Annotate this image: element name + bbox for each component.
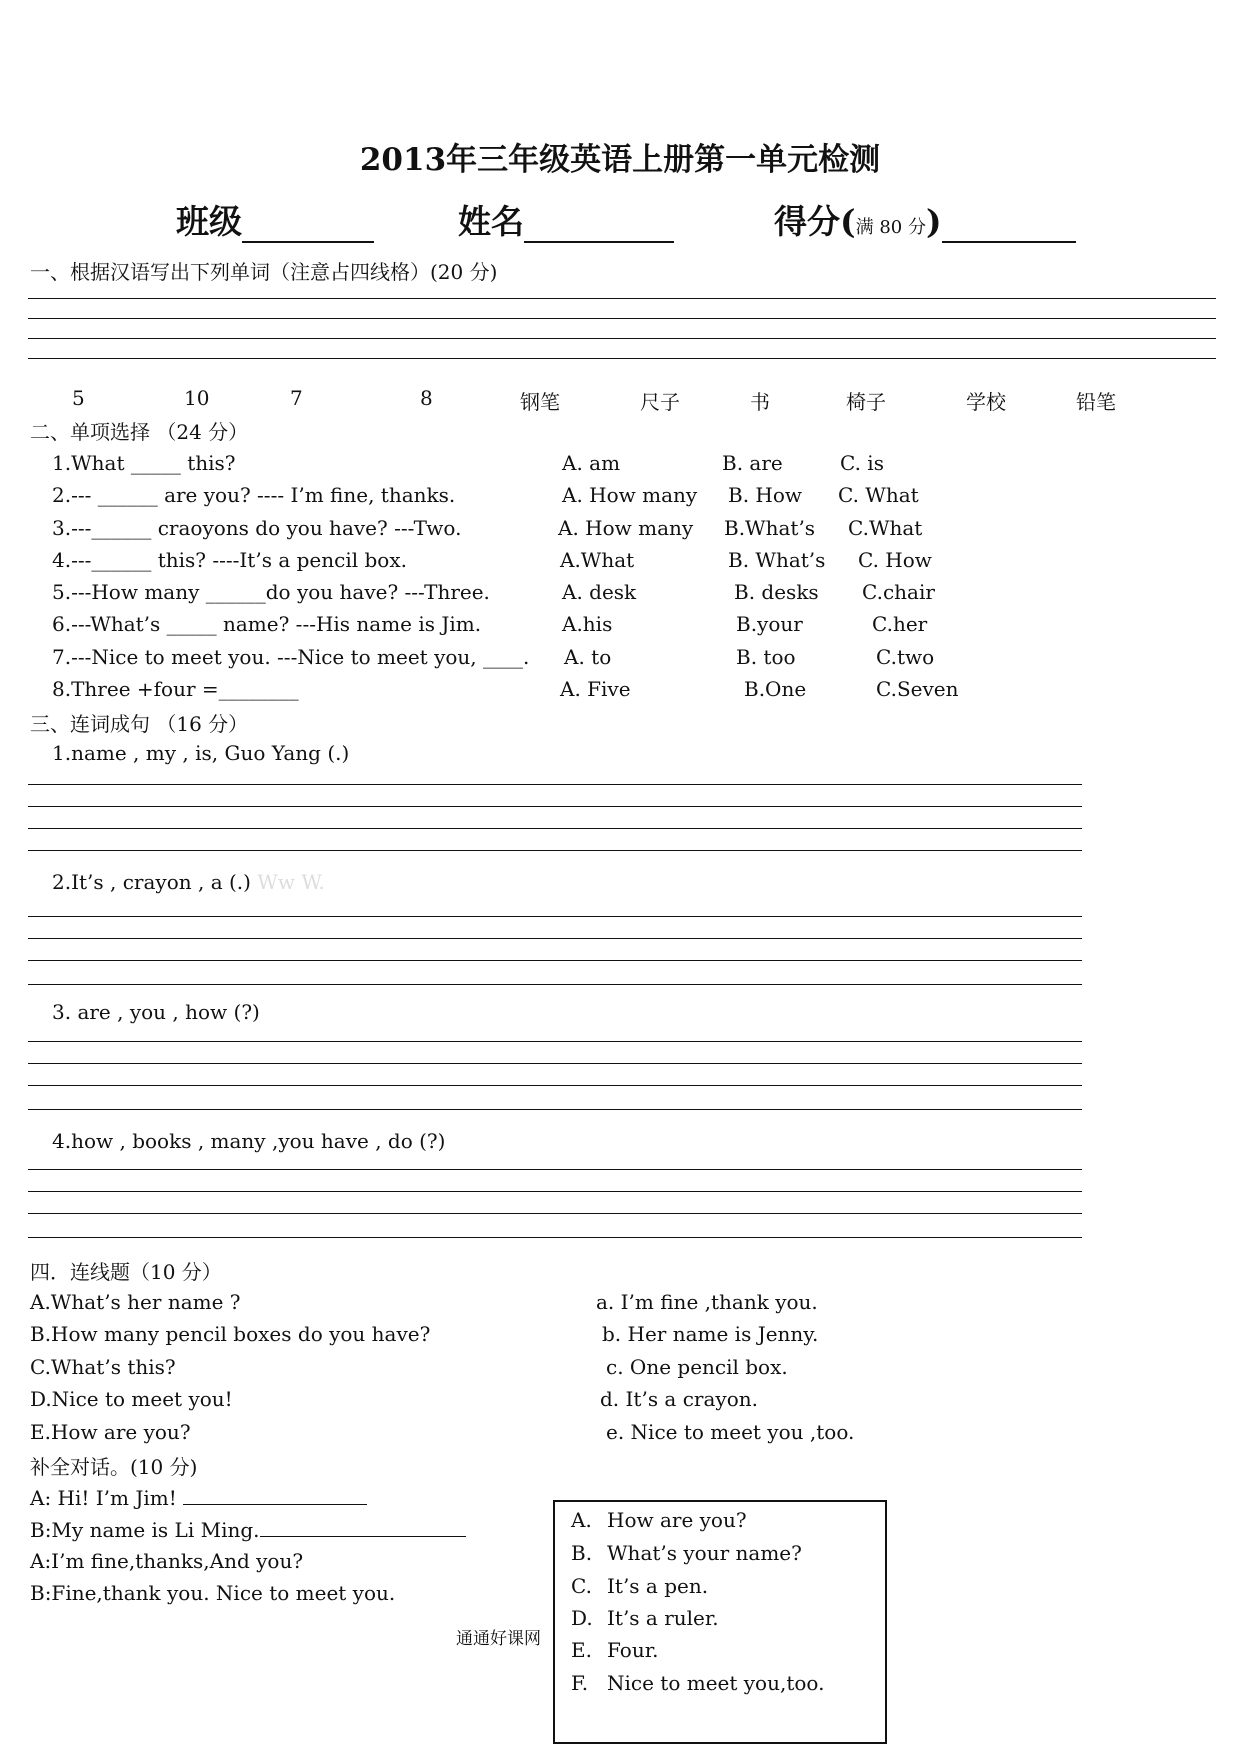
option-c[interactable]: C.her xyxy=(872,612,928,636)
option-a[interactable]: A. am xyxy=(562,451,621,475)
match-left-item[interactable]: E.How are you? xyxy=(30,1420,191,1444)
option-c[interactable]: C. What xyxy=(838,483,919,507)
option-c[interactable]: C. is xyxy=(840,451,884,475)
class-field xyxy=(176,196,374,243)
option-b[interactable]: B. What’s xyxy=(728,548,826,572)
answer-option[interactable]: D. It’s a ruler. xyxy=(571,1606,719,1630)
dialogue-blank[interactable] xyxy=(260,1516,466,1537)
four-line-grid[interactable] xyxy=(28,1041,1082,1103)
option-c[interactable]: C.What xyxy=(848,516,923,540)
dialogue-text: A: Hi! I’m Jim! xyxy=(30,1486,177,1510)
question-text: 3.---______ craoyons do you have? ---Two. xyxy=(52,516,462,540)
page-title: 2013年三年级英语上册第一单元检测 xyxy=(359,142,881,178)
four-line-grid[interactable] xyxy=(28,298,1216,360)
answer-option[interactable]: F. Nice to meet you,too. xyxy=(571,1671,825,1695)
option-a[interactable]: A. desk xyxy=(562,580,637,604)
four-line-grid[interactable] xyxy=(28,916,1082,978)
match-left-item[interactable]: B.How many pencil boxes do you have? xyxy=(30,1322,431,1346)
match-right-item[interactable]: c. One pencil box. xyxy=(606,1355,788,1379)
footer-site-name: 通通好课网 xyxy=(456,1629,541,1649)
word-item: 7 xyxy=(290,386,303,410)
option-b[interactable]: B.your xyxy=(736,612,803,636)
four-line-grid[interactable] xyxy=(28,1169,1082,1231)
word-item: 学校 xyxy=(966,390,1006,414)
dialogue-blank[interactable] xyxy=(183,1484,367,1505)
answer-option[interactable]: C. It’s a pen. xyxy=(571,1574,709,1598)
score-note: 满 80 分 xyxy=(855,217,926,238)
option-a[interactable]: A.his xyxy=(562,612,613,636)
word-item: 钢笔 xyxy=(520,390,560,414)
scramble-2-text: 2.It’s , crayon , a (.) xyxy=(52,870,251,894)
dialogue-line-2 xyxy=(30,1516,466,1542)
score-close: ) xyxy=(925,202,942,241)
option-b[interactable]: B. How xyxy=(728,483,803,507)
answer-option[interactable]: A. How are you? xyxy=(571,1508,747,1532)
name-blank[interactable] xyxy=(524,211,674,243)
option-b[interactable]: B.What’s xyxy=(724,516,816,540)
match-right-item[interactable]: a. I’m fine ,thank you. xyxy=(596,1290,818,1314)
scramble-1: 1.name , my , is, Guo Yang (.) xyxy=(52,741,350,765)
word-item: 书 xyxy=(750,390,770,414)
scramble-2 xyxy=(52,870,325,894)
name-field xyxy=(458,196,674,243)
four-line-grid[interactable] xyxy=(28,784,1082,846)
dialogue-text: B:My name is Li Ming. xyxy=(30,1518,260,1542)
score-label: 得分( xyxy=(774,202,856,241)
section1-heading: 一、根据汉语写出下列单词（注意占四线格）(20 分) xyxy=(30,260,498,284)
option-c[interactable]: C. How xyxy=(858,548,932,572)
watermark-text: Ww W. xyxy=(257,870,325,894)
option-b[interactable]: B. are xyxy=(722,451,783,475)
answer-option[interactable]: E. Four. xyxy=(571,1638,659,1662)
option-a[interactable]: A. to xyxy=(564,645,612,669)
word-item: 椅子 xyxy=(846,390,886,414)
score-blank[interactable] xyxy=(942,211,1076,243)
question-text: 8.Three +four =________ xyxy=(52,677,299,701)
score-field xyxy=(774,196,1076,243)
question-text: 5.---How many ______do you have? ---Three. xyxy=(52,580,490,604)
section5-heading: 补全对话。(10 分) xyxy=(30,1455,198,1479)
class-label: 班级 xyxy=(176,202,242,241)
option-a[interactable]: A. Five xyxy=(560,677,631,701)
option-c[interactable]: C.two xyxy=(876,645,935,669)
option-b[interactable]: B. too xyxy=(736,645,796,669)
question-text: 2.--- ______ are you? ---- I’m fine, thanks. xyxy=(52,483,456,507)
dialogue-line-3: A:I’m fine,thanks,And you? xyxy=(30,1549,304,1573)
question-text: 7.---Nice to meet you. ---Nice to meet you, ____. xyxy=(52,645,530,669)
match-left-item[interactable]: D.Nice to meet you! xyxy=(30,1387,233,1411)
word-item: 8 xyxy=(420,386,433,410)
dialogue-line-1 xyxy=(30,1484,367,1510)
word-item: 铅笔 xyxy=(1076,390,1116,414)
option-c[interactable]: C.Seven xyxy=(876,677,959,701)
option-b[interactable]: B.One xyxy=(744,677,807,701)
match-right-item[interactable]: b. Her name is Jenny. xyxy=(602,1322,819,1346)
question-text: 1.What _____ this? xyxy=(52,451,236,475)
match-left-item[interactable]: A.What’s her name ? xyxy=(30,1290,241,1314)
dialogue-line-4: B:Fine,thank you. Nice to meet you. xyxy=(30,1581,396,1605)
answer-option[interactable]: B. What’s your name? xyxy=(571,1541,802,1565)
option-b[interactable]: B. desks xyxy=(734,580,819,604)
option-a[interactable]: A.What xyxy=(560,548,635,572)
section3-heading: 三、连词成句 （16 分） xyxy=(30,712,249,736)
class-blank[interactable] xyxy=(242,211,374,243)
match-right-item[interactable]: d. It’s a crayon. xyxy=(600,1387,758,1411)
option-c[interactable]: C.chair xyxy=(862,580,935,604)
option-a[interactable]: A. How many xyxy=(558,516,694,540)
question-text: 4.---______ this? ----It’s a pencil box. xyxy=(52,548,407,572)
scramble-4: 4.how , books , many ,you have , do (?) xyxy=(52,1129,446,1153)
section4-heading: 四．连线题（10 分） xyxy=(30,1260,222,1284)
word-item: 5 xyxy=(72,386,85,410)
word-item: 尺子 xyxy=(640,390,680,414)
name-label: 姓名 xyxy=(458,202,524,241)
section2-heading: 二、单项选择 （24 分） xyxy=(30,420,249,444)
match-left-item[interactable]: C.What’s this? xyxy=(30,1355,176,1379)
word-item: 10 xyxy=(184,386,210,410)
answer-options-box xyxy=(553,1500,887,1744)
question-text: 6.---What’s _____ name? ---His name is Jim. xyxy=(52,612,482,636)
scramble-3: 3. are , you , how (?) xyxy=(52,1000,260,1024)
match-right-item[interactable]: e. Nice to meet you ,too. xyxy=(606,1420,855,1444)
option-a[interactable]: A. How many xyxy=(562,483,698,507)
